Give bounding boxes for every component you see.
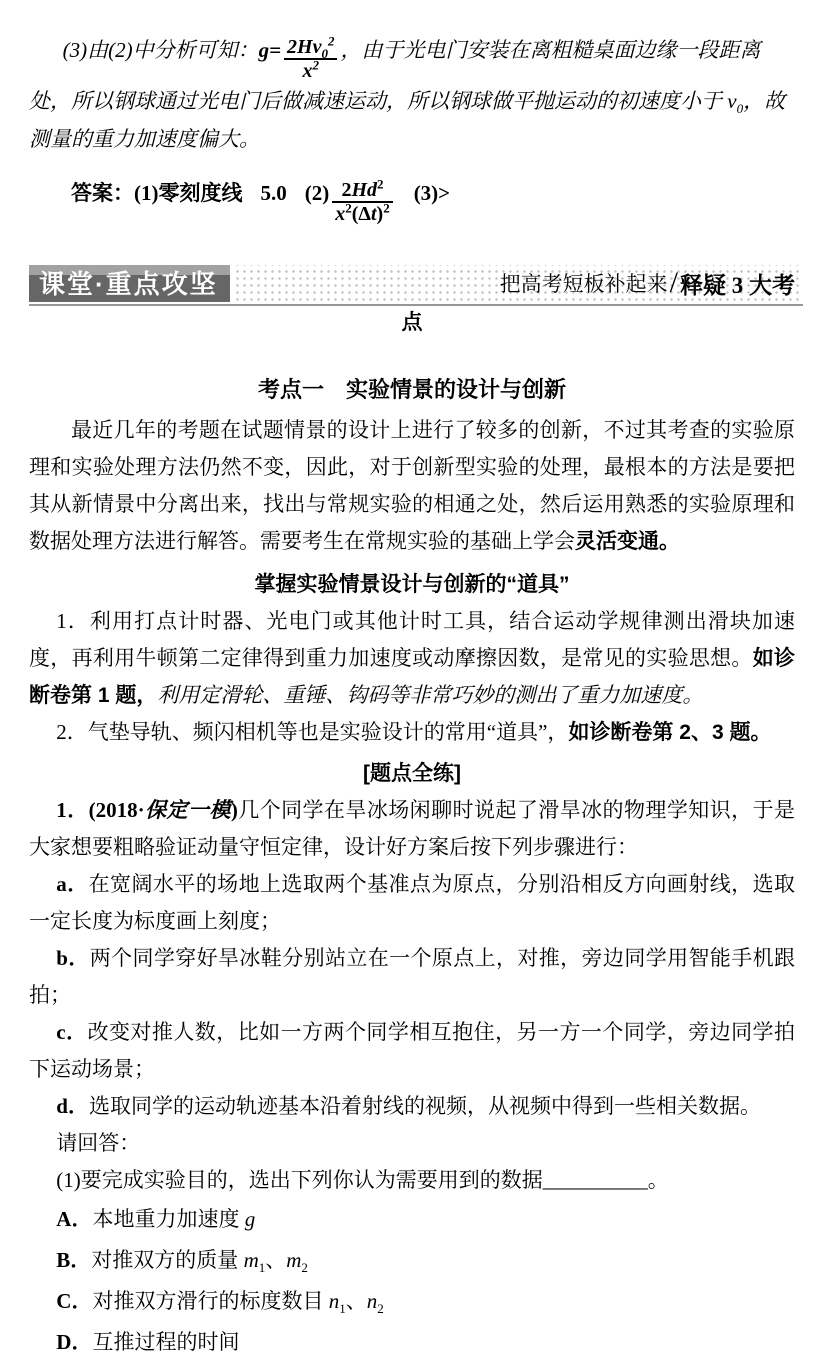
option-var-sub: 1 xyxy=(339,1301,346,1317)
question-number: 1．(2018· xyxy=(56,797,145,822)
analysis-tail: ，故测量的重力加速度偏大。 xyxy=(29,88,786,151)
tagline-bold: 释疑 3 大考 xyxy=(680,272,795,298)
banner-dotted-strip xyxy=(29,265,803,302)
fraction-denominator xyxy=(332,201,392,225)
var: x xyxy=(335,202,346,225)
tagline-slash: / xyxy=(669,266,678,300)
option-A xyxy=(29,1199,795,1240)
answer-prompt: 请回答： xyxy=(56,1130,141,1155)
coeff: 2 xyxy=(287,35,298,58)
option-var-sub: 2 xyxy=(377,1301,384,1317)
step-text: 两个同学穿好旱冰鞋分别站立在一个原点上，对推，旁边同学用智能手机跟拍； xyxy=(29,945,795,1007)
option-text: 互推过程的时间 xyxy=(92,1329,240,1354)
intro-text: 最近几年的考题在试题情景的设计上进行了较多的创新，不过其考查的实验原理和实验处理方法仍然不变，因此，对于创新型实验的处理，最根本的方法是要把其从新情景中分离出来，找出与常规实验的相通之处，然后运用熟悉的实验原理和数据处理方法进行解答。需要考生在常规实验的基础上学会 xyxy=(29,417,795,553)
point-2 xyxy=(29,714,795,751)
v0-variable: v xyxy=(727,88,737,113)
option-var: g xyxy=(244,1206,256,1231)
option-var: n xyxy=(328,1288,340,1313)
banner-title: 课堂·重点攻坚 xyxy=(39,268,218,299)
point-1-bold: 如诊断卷第 1 题， xyxy=(29,646,796,707)
option-C xyxy=(29,1281,795,1322)
option-var: m xyxy=(286,1247,302,1272)
superscript: 2 xyxy=(377,176,384,192)
option-separator: 、 xyxy=(265,1247,287,1272)
answer-label: 答案： xyxy=(71,182,134,205)
gravity-formula xyxy=(258,33,341,82)
practice-heading: [题点全练] xyxy=(363,761,461,785)
subscript: 0 xyxy=(321,45,328,61)
sub-question-text: (1)要完成实验目的，选出下列你认为需要用到的数据 xyxy=(56,1167,543,1192)
analysis-paragraph xyxy=(29,31,795,158)
point-1-example: 利用定滑轮、重锤、钩码等非常巧妙的测出了重力加速度。 xyxy=(157,682,704,707)
answer-part2-label: (2) xyxy=(304,181,330,205)
step-label: c． xyxy=(56,1019,88,1044)
analysis-lead: (3)由(2)中分析可知： xyxy=(62,38,259,62)
vars: Hd xyxy=(351,178,377,201)
option-B xyxy=(29,1240,795,1281)
step-text: 选取同学的运动轨迹基本沿着射线的视频，从视频中得到一些相关数据。 xyxy=(88,1093,761,1118)
option-text: 对推双方的质量 xyxy=(91,1247,244,1272)
var: x xyxy=(302,59,313,82)
answer-part1: (1)零刻度线 xyxy=(134,181,243,205)
vars: Hv xyxy=(297,35,322,58)
option-label: B． xyxy=(56,1247,92,1272)
formula-g: g xyxy=(258,38,270,62)
question-intro: 几个同学在旱冰场闲聊时说起了滑旱冰的物理学知识，于是大家想要粗略验证动量守恒定律，设计好方案后按下列步骤进行： xyxy=(29,797,796,859)
answer-blank: __________ xyxy=(542,1167,648,1192)
point-2-text: 2．气垫导轨、频闪相机等也是实验设计的常用“道具”， xyxy=(56,719,569,744)
tagline-normal: 把高考短板补起来 xyxy=(499,272,668,297)
coeff: 2 xyxy=(341,178,352,201)
point-1 xyxy=(29,603,795,714)
step-label: d． xyxy=(56,1093,89,1118)
question-paren: ) xyxy=(230,797,238,822)
option-var-sub: 2 xyxy=(301,1260,308,1276)
question-1 xyxy=(29,792,795,866)
step-text: 在宽阔水平的场地上选取两个基准点为原点，分别沿相反方向画射线，选取一定长度为标度画上刻度； xyxy=(29,871,796,933)
fraction-numerator xyxy=(284,33,337,61)
sub-heading: 掌握实验情景设计与创新的“道具” xyxy=(254,572,570,596)
topic-heading: 考点一 实验情景的设计与创新 xyxy=(257,376,566,402)
sub-question-1 xyxy=(29,1162,795,1199)
tagline-overflow-char: 点 xyxy=(401,309,423,334)
superscript: 2 xyxy=(312,57,320,73)
answer-line xyxy=(29,176,795,225)
option-text: 本地重力加速度 xyxy=(92,1206,245,1231)
sub-question-end: 。 xyxy=(647,1167,669,1192)
superscript: 2 xyxy=(327,33,335,49)
answer-formula xyxy=(329,176,395,225)
option-var-sub: 1 xyxy=(258,1260,266,1276)
step-b xyxy=(29,940,795,1014)
answer-part3: (3)> xyxy=(413,181,451,205)
intro-bold: 灵活变通。 xyxy=(575,529,680,553)
analysis-body: ，由于光电门安装在离粗糙桌面边缘一段距离处，所以钢球通过光电门后做减速运动，所以钢球做平抛运动的初速度小于 xyxy=(29,38,761,113)
intro-paragraph xyxy=(29,412,795,560)
superscript: 2 xyxy=(345,200,352,216)
answer-part1-value: 5.0 xyxy=(260,181,287,205)
fraction-numerator xyxy=(332,176,392,201)
option-D xyxy=(29,1322,795,1363)
option-text: 对推双方滑行的标度数目 xyxy=(92,1288,329,1313)
section-banner xyxy=(29,265,803,306)
question-source: 保定一模 xyxy=(144,797,231,822)
point-2-bold: 如诊断卷第 2、3 题。 xyxy=(568,720,772,744)
step-text: 改变对推人数，比如一方两个同学相互抱住，另一方一个同学，旁边同学拍下运动场景； xyxy=(29,1019,795,1081)
option-label: D． xyxy=(56,1329,93,1354)
paren-close: ) xyxy=(376,202,384,225)
t-var: t xyxy=(370,202,377,225)
fraction-denominator xyxy=(284,58,337,82)
equals-sign: = xyxy=(269,38,282,62)
step-d xyxy=(29,1088,795,1125)
superscript: 2 xyxy=(383,200,390,216)
option-label: C． xyxy=(56,1288,93,1313)
banner-title-box xyxy=(29,265,236,302)
step-a xyxy=(29,866,795,940)
option-label: A． xyxy=(56,1206,93,1231)
delta-open: (Δ xyxy=(351,202,371,225)
banner-tagline xyxy=(500,265,803,302)
point-1-text: 1．利用打点计时器、光电门或其他计时工具，结合运动学规律测出滑块加速度，再利用牛顿第二定律得到重力加速度或动摩擦因数，是常见的实验思想。 xyxy=(29,608,795,670)
option-var: m xyxy=(243,1247,259,1272)
step-c xyxy=(29,1014,795,1088)
step-label: b． xyxy=(56,945,90,970)
step-label: a． xyxy=(56,871,89,896)
option-separator: 、 xyxy=(345,1288,367,1313)
option-var: n xyxy=(366,1288,378,1313)
v0-subscript: 0 xyxy=(736,101,744,117)
fraction xyxy=(284,33,337,82)
fraction xyxy=(332,176,392,225)
